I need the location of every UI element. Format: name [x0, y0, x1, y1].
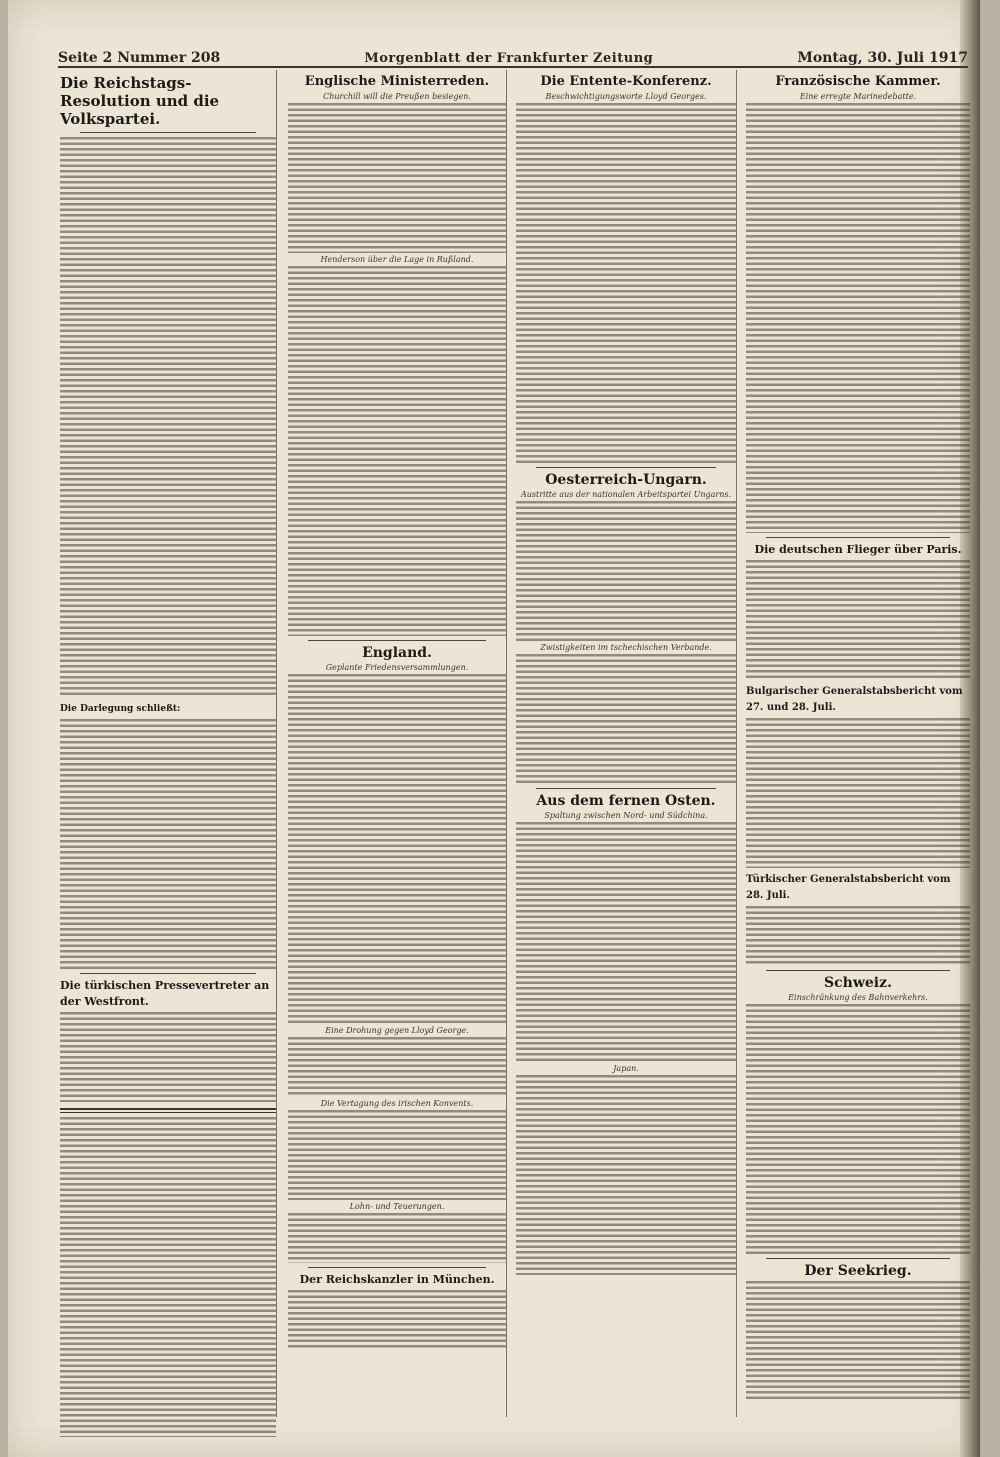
headline-entente-konferenz: Die Entente-Konferenz. — [540, 74, 712, 89]
subhead-darlegung: Die Darlegung schließt: — [60, 704, 181, 714]
subhead-henderson: Henderson über die Lage in Rußland. — [320, 255, 474, 264]
article-text — [288, 1037, 506, 1097]
column-3 — [516, 70, 737, 1417]
headline-tuerkische-pressevertreter: Die türkischen Pressevertreter an der Westfront. — [60, 979, 270, 1008]
headline-seekrieg: Der Seekrieg. — [804, 1263, 912, 1279]
divider — [308, 640, 486, 641]
article-text — [746, 1004, 970, 1254]
page-header — [58, 44, 968, 68]
subhead-lloyd-george: Beschwichtigungsworte Lloyd Georges. — [545, 92, 707, 101]
subhead-bahnverkehr: Einschränkung des Bahnverkehrs. — [788, 993, 928, 1002]
newspaper-page — [8, 0, 980, 1457]
column-2 — [288, 70, 507, 1417]
column-4 — [746, 70, 970, 1417]
article-text — [288, 1110, 506, 1200]
article-text — [288, 1290, 506, 1350]
headline-flieger-paris: Die deutschen Flieger über Paris. — [754, 543, 962, 556]
subhead-japan: Japan. — [613, 1064, 639, 1073]
divider — [766, 537, 950, 538]
divider — [308, 1267, 486, 1268]
subhead-arbeitspartei-ungarns: Austritte aus der nationalen Arbeitspartei Ungarns. — [520, 490, 732, 499]
article-text — [288, 266, 506, 636]
subhead-lohn-teuerungen: Lohn- und Teuerungen. — [349, 1202, 445, 1211]
headline-englische-ministerreden: Englische Ministerreden. — [304, 74, 490, 89]
subhead-drohung-lloyd-george: Eine Drohung gegen Lloyd George. — [325, 1026, 469, 1035]
header-masthead: Morgenblatt der Frankfurter Zeitung — [364, 51, 654, 66]
subhead-nord-suedchina: Spaltung zwischen Nord- und Südchina. — [544, 811, 708, 820]
headline-ferner-osten: Aus dem fernen Osten. — [536, 793, 716, 809]
article-text — [288, 103, 506, 253]
article-text — [516, 822, 736, 1062]
divider — [766, 970, 950, 971]
feuilleton-text — [60, 1117, 276, 1437]
divider — [766, 1258, 950, 1259]
feuilleton-divider — [60, 1108, 276, 1113]
headline-bulgarischer-bericht: Bulgarischer Generalstabsbericht vom 27. und 28. Juli. — [746, 686, 963, 713]
header-page-number: Seite 2 Nummer 208 — [58, 50, 221, 66]
article-text — [746, 718, 970, 868]
subhead-irischer-konvent: Die Vertagung des irischen Konvents. — [320, 1099, 474, 1108]
headline-oesterreich-ungarn: Oesterreich-Ungarn. — [545, 472, 707, 488]
article-text — [516, 103, 736, 463]
article-text — [516, 501, 736, 641]
headline-tuerkischer-bericht: Türkischer Generalstabsbericht vom 28. Juli. — [746, 874, 951, 901]
headline-england: England. — [362, 645, 432, 661]
column-1 — [60, 70, 277, 1417]
divider — [536, 788, 716, 789]
article-text — [288, 674, 506, 1024]
subhead-friedensversammlungen: Geplante Friedensversammlungen. — [325, 663, 469, 672]
divider — [80, 973, 256, 974]
article-text — [60, 1012, 276, 1102]
article-text — [516, 654, 736, 784]
article-text — [746, 103, 970, 533]
subhead-tschechischer-verband: Zwistigkeiten im tschechischen Verbande. — [540, 643, 712, 652]
subhead-marinedebatte: Eine erregte Marinedebatte. — [799, 92, 917, 101]
divider — [80, 132, 256, 133]
article-text — [746, 560, 970, 680]
article-text — [60, 719, 276, 969]
headline-schweiz: Schweiz. — [824, 975, 892, 991]
article-text — [746, 906, 970, 966]
article-text — [288, 1213, 506, 1263]
article-text — [60, 137, 276, 697]
headline-franzoesische-kammer: Französische Kammer. — [775, 74, 941, 89]
headline-reichstags-resolution: Die Reichstags-Resolution und die Volkspartei. — [60, 74, 220, 128]
article-text — [516, 1075, 736, 1275]
header-date: Montag, 30. Juli 1917 — [797, 50, 968, 66]
article-text — [746, 1281, 970, 1401]
subhead-churchill: Churchill will die Preußen besiegen. — [323, 92, 471, 101]
divider — [536, 467, 716, 468]
headline-reichskanzler-muenchen: Der Reichskanzler in München. — [299, 1273, 495, 1286]
